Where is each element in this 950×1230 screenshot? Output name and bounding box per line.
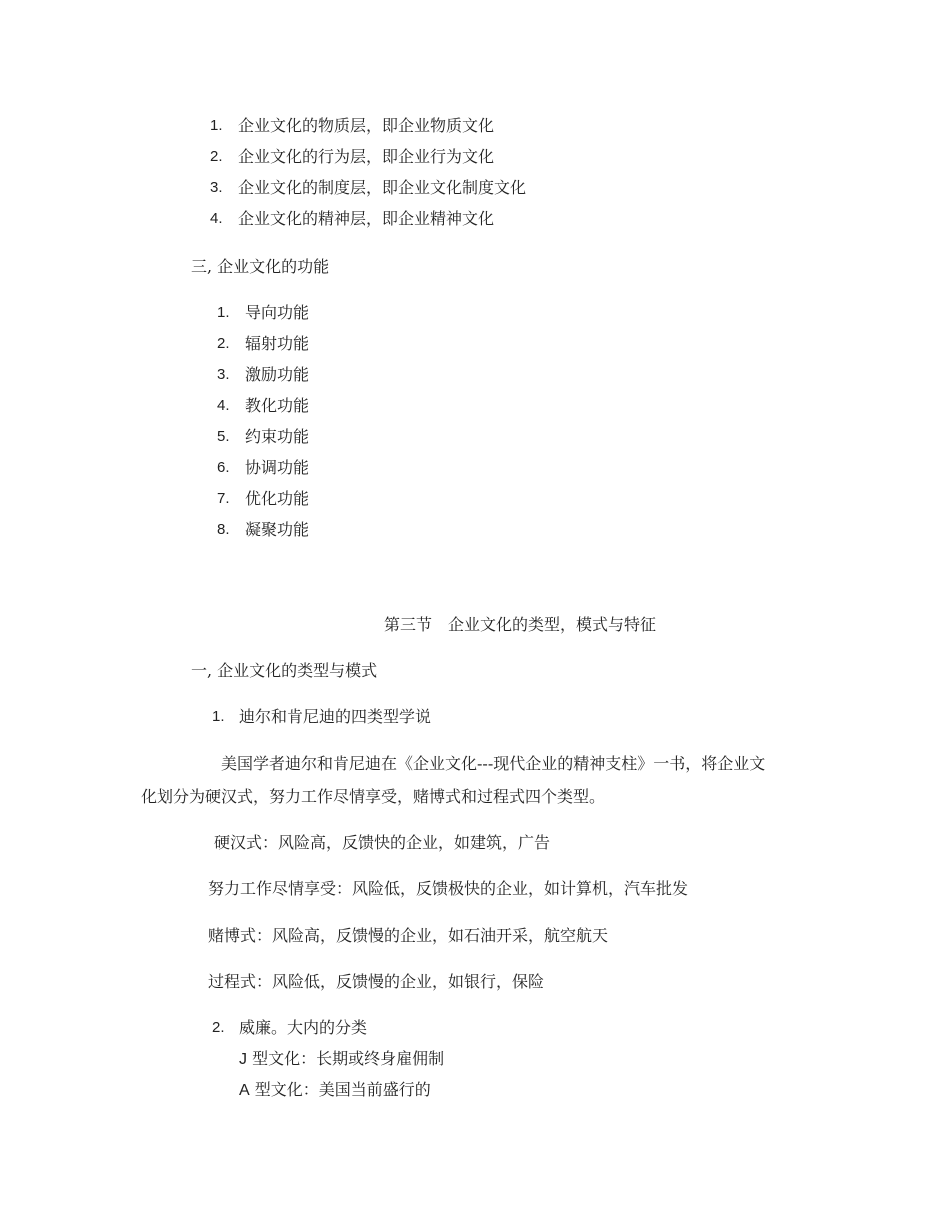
section-heading: 三, 企业文化的功能 [191, 257, 330, 276]
list-item: 凝聚功能 [245, 520, 310, 539]
type-description: 硬汉式：风险高，反馈快的企业，如建筑，广告 [214, 833, 551, 852]
type-description: 赌博式：风险高，反馈慢的企业，如石油开采，航空航天 [208, 926, 609, 945]
list-number: 8. [217, 521, 230, 538]
list-item: 迪尔和肯尼迪的四类型学说 [239, 707, 432, 726]
list-number: 2. [212, 1019, 225, 1036]
culture-type-a [239, 1079, 431, 1102]
subsection-heading: 一, 企业文化的类型与模式 [191, 661, 378, 680]
paragraph-line: 化划分为硬汉式，努力工作尽情享受，赌博式和过程式四个类型。 [141, 787, 606, 806]
list-number: 2. [210, 148, 223, 165]
list-item: 约束功能 [245, 427, 310, 446]
list-item: 企业文化的精神层，即企业精神文化 [238, 209, 495, 228]
list-number: 3. [217, 366, 230, 383]
list-number: 1. [217, 304, 230, 321]
list-item: 激励功能 [245, 365, 310, 384]
list-number: 7. [217, 490, 230, 507]
list-number: 2. [217, 335, 230, 352]
list-item: 辐射功能 [245, 334, 310, 353]
type-description: 努力工作尽情享受：风险低，反馈极快的企业，如计算机，汽车批发 [208, 879, 689, 898]
list-item: 优化功能 [245, 489, 310, 508]
paragraph-line: 美国学者迪尔和肯尼迪在《企业文化---现代企业的精神支柱》一书，将企业文 [221, 754, 766, 773]
chapter-title: 第三节 企业文化的类型，模式与特征 [384, 615, 657, 634]
list-item: 导向功能 [245, 303, 310, 322]
list-item: 企业文化的行为层，即企业行为文化 [238, 147, 495, 166]
list-number: 3. [210, 179, 223, 196]
list-item: 企业文化的物质层，即企业物质文化 [238, 116, 495, 135]
list-number: 1. [212, 708, 225, 725]
type-letter: A [239, 1082, 250, 1099]
type-letter: J [239, 1051, 247, 1068]
list-item: 教化功能 [245, 396, 310, 415]
list-item: 协调功能 [245, 458, 310, 477]
list-number: 4. [210, 210, 223, 227]
list-number: 1. [210, 117, 223, 134]
culture-type-j [239, 1048, 444, 1071]
list-number: 5. [217, 428, 230, 445]
list-number: 6. [217, 459, 230, 476]
list-item: 威廉。大内的分类 [239, 1018, 368, 1037]
list-item: 企业文化的制度层，即企业文化制度文化 [238, 178, 527, 197]
type-text: 型文化：美国当前盛行的 [249, 1080, 431, 1099]
type-text: 型文化：长期或终身雇佣制 [247, 1049, 445, 1068]
type-description: 过程式：风险低，反馈慢的企业，如银行，保险 [208, 972, 545, 991]
list-number: 4. [217, 397, 230, 414]
